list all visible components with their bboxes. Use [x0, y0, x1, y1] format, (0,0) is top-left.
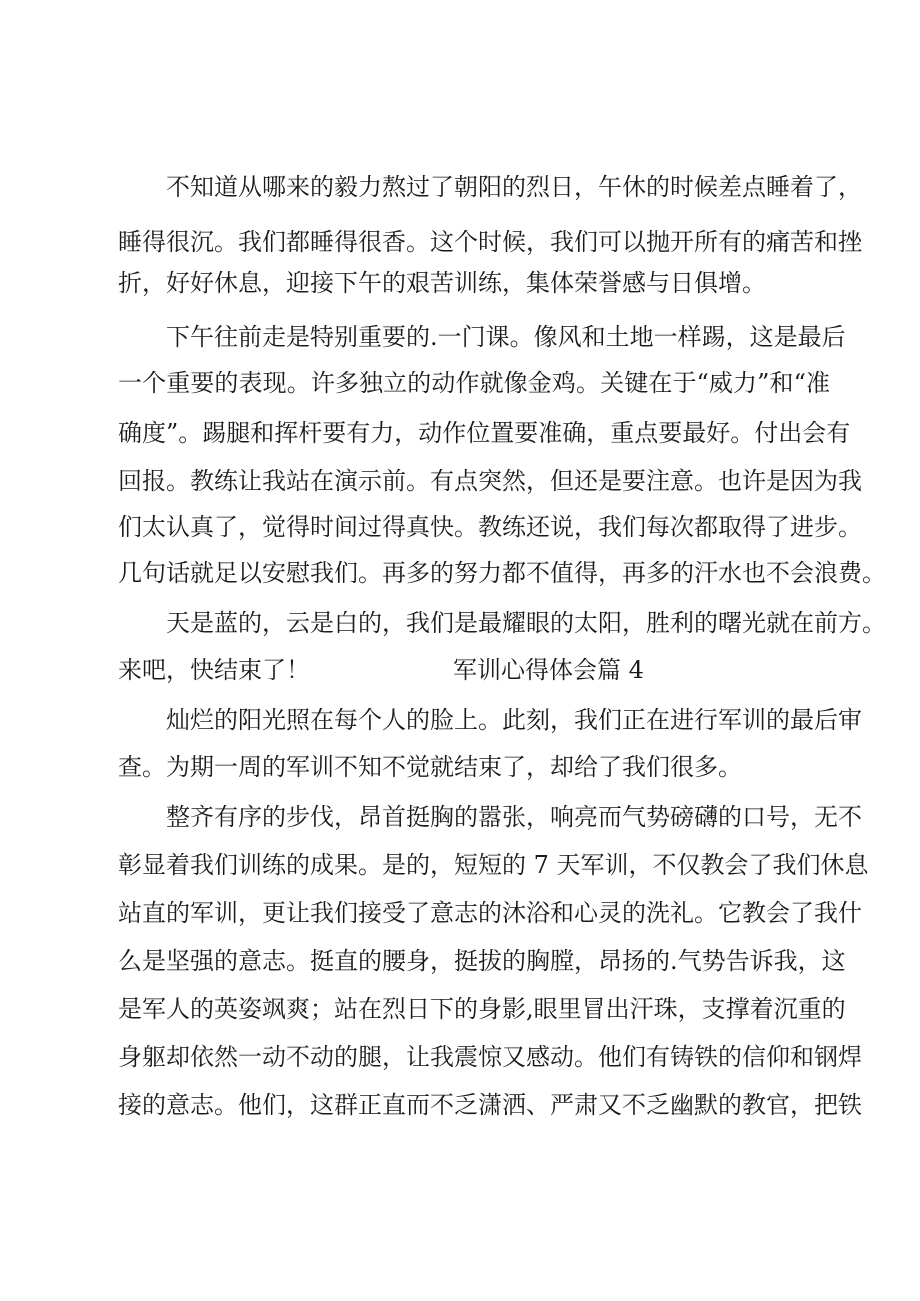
text-line: 灿烂的阳光照在每个人的脸上。此刻，我们正在进行军训的最后审 [166, 706, 862, 734]
text-line: 不知道从哪来的毅力熬过了朝阳的烈日，午休的时候差点睡着了， [166, 173, 862, 201]
text-line: 是军人的英姿飒爽；站在烈日下的身影,眼里冒出汗珠，支撑着沉重的 [118, 995, 846, 1023]
text-line: 查。为期一周的军训不知不觉就结束了，却给了我们很多。 [118, 753, 742, 781]
text-line: 彰显着我们训练的成果。是的，短短的 7 天军训，不仅教会了我们休息 [118, 851, 869, 879]
section-heading: 军训心得体会篇 4 [453, 656, 644, 684]
text-line: 们太认真了，觉得时间过得真快。教练还说，我们每次都取得了进步。 [118, 513, 862, 541]
text-line: 站直的军训，更让我们接受了意志的沐浴和心灵的洗礼。它教会了我什 [118, 899, 862, 927]
text-line: 整齐有序的步伐，昂首挺胸的嚣张，响亮而气势磅礴的口号，无不 [166, 803, 862, 831]
text-line: 睡得很沉。我们都睡得很香。这个时候，我们可以抛开所有的痛苦和挫 [118, 228, 862, 256]
text-line: 身躯却依然一动不动的腿，让我震惊又感动。他们有铸铁的信仰和钢焊 [118, 1043, 862, 1071]
text-line: 天是蓝的，云是白的，我们是最耀眼的太阳，胜利的曙光就在前方。 [166, 609, 886, 637]
text-line: 么是坚强的意志。挺直的腰身，挺拔的胸膛，昂扬的.气势告诉我，这 [118, 947, 846, 975]
text-line: 下午往前走是特别重要的.一门课。像风和土地一样踢，这是最后 [166, 323, 846, 351]
text-line: 一个重要的表现。许多独立的动作就像金鸡。关键在于“威力”和“准 [118, 369, 830, 397]
closing-and-heading-line [118, 650, 830, 690]
closing-text: 来吧，快结束了！ [118, 656, 310, 684]
text-line: 折，好好休息，迎接下午的艰苦训练，集体荣誉感与日俱增。 [118, 269, 766, 297]
text-line: 回报。教练让我站在演示前。有点突然，但还是要注意。也许是因为我 [118, 467, 862, 495]
text-line: 接的意志。他们，这群正直而不乏潇洒、严肃又不乏幽默的教官，把铁 [118, 1091, 862, 1119]
text-line: 确度”。踢腿和挥杆要有力，动作位置要准确，重点要最好。付出会有 [118, 419, 851, 447]
text-line: 几句话就足以安慰我们。再多的努力都不值得，再多的汗水也不会浪费。 [118, 559, 886, 587]
